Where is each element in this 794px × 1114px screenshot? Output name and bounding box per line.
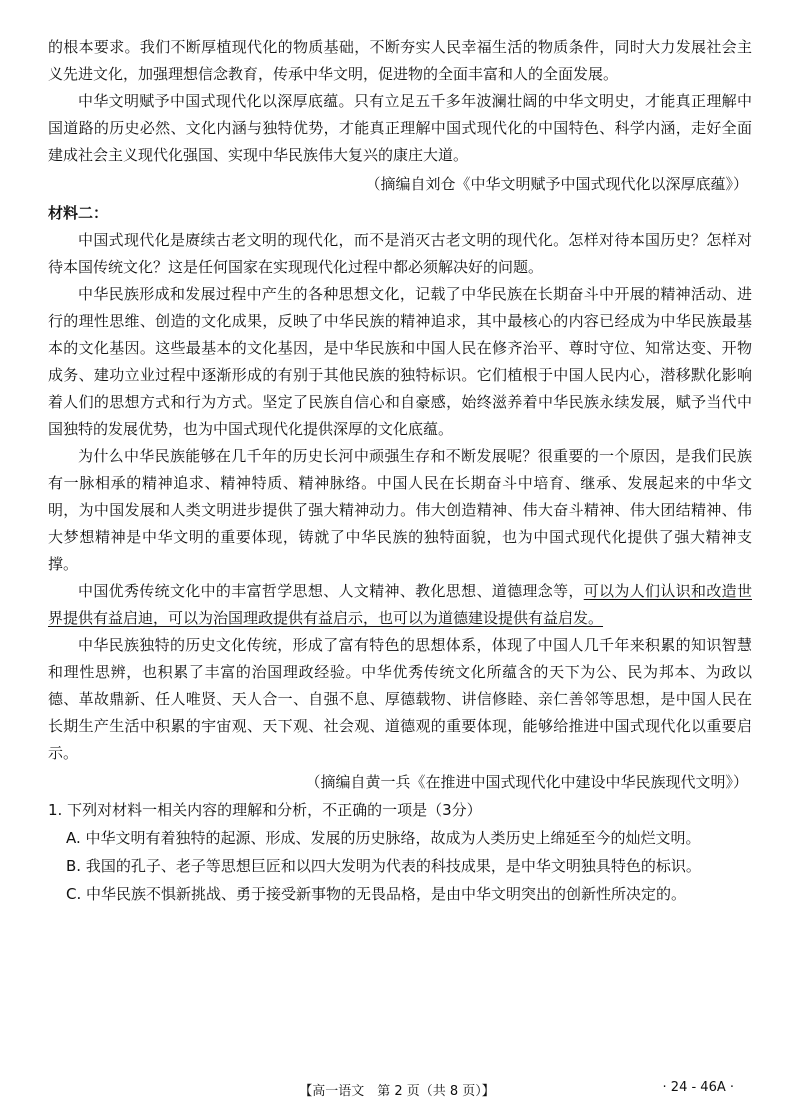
paragraph-material2-5: 中华民族独特的历史文化传统，形成了富有特色的思想体系，体现了中国人几千年来积累的知识智慧和理性思辨，也积累了丰富的治国理政经验。中华优秀传统文化所蕴含的天下为公、民为邦本、为政以德、革故鼎新、任人唯贤、天人合一、自强不息、厚德载物、讲信修睦、亲仁善邻等思想，是中国人民在长期生产生活中积累的宇宙观、天下观、社会观、道德观的重要体现，能够给推进中国式现代化以重要启示。	[48, 636, 752, 762]
underlined-sentence: 可以为人们认识和改造世界提供有益启迪，可以为治国理政提供有益启示，也可以为道德建设提供有益启发。	[48, 582, 752, 627]
paragraph-material1-end: 的根本要求。我们不断厚植现代化的物质基础，不断夯实人民幸福生活的物质条件，同时大力发展社会主义先进文化，加强理想信念教育，传承中华文明，促进物的全面丰富和人的全面发展。	[48, 38, 752, 83]
paragraph-material2-4-text: 中国优秀传统文化中的丰富哲学思想、人文精神、教化思想、道德理念等，	[78, 582, 584, 600]
source-citation-material2: （摘编自黄一兵《在推进中国式现代化中建设中华民族现代文明》）	[305, 773, 748, 791]
question-1-option-c: C. 中华民族不惧新挑战、勇于接受新事物的无畏品格，是由中华文明突出的创新性所决定的。	[66, 885, 687, 903]
footer-page-label: 【高一语文 第 2 页（共 8 页）】	[299, 1084, 495, 1099]
paragraph-material2-3: 为什么中华民族能够在几千年的历史长河中顽强生存和不断发展呢？很重要的一个原因，是我们民族有一脉相承的精神追求、精神特质、精神脉络。中国人民在长期奋斗中培育、继承、发展起来的中华文明，为中国发展和人类文明进步提供了强大精神动力。伟大创造精神、伟大奋斗精神、伟大团结精神、伟大梦想精神是中华文明的重要体现，铸就了中华民族的独特面貌，也为中国式现代化提供了强大精神支撑。	[48, 447, 752, 573]
question-1-stem: 1. 下列对材料一相关内容的理解和分析，不正确的一项是（3分）	[48, 801, 482, 819]
paragraph-material1-conclusion: 中华文明赋予中国式现代化以深厚底蕴。只有立足五千多年波澜壮阔的中华文明史，才能真正理解中国道路的历史必然、文化内涵与独特优势，才能真正理解中国式现代化的中国特色、科学内涵，走好全面建成社会主义现代化强国、实现中华民族伟大复兴的康庄大道。	[48, 92, 752, 164]
paragraph-material2-4	[48, 578, 752, 632]
page-footer	[0, 1080, 794, 1104]
question-1-option-b: B. 我国的孔子、老子等思想巨匠和以四大发明为代表的科技成果，是中华文明独具特色的标识。	[66, 857, 701, 875]
paragraph-material2-1: 中国式现代化是赓续古老文明的现代化，而不是消灭古老文明的现代化。怎样对待本国历史？怎样对待本国传统文化？这是任何国家在实现现代化过程中都必须解决好的问题。	[48, 231, 752, 276]
material2-heading: 材料二：	[48, 204, 109, 222]
footer-exam-code: · 24 - 46A ·	[662, 1080, 734, 1095]
paragraph-material2-2: 中华民族形成和发展过程中产生的各种思想文化，记载了中华民族在长期奋斗中开展的精神活动、进行的理性思维、创造的文化成果，反映了中华民族的精神追求，其中最核心的内容已经成为中华民族最基本的文化基因。这些最基本的文化基因，是中华民族和中国人民在修齐治平、尊时守位、知常达变、开物成务、建功立业过程中逐渐形成的有别于其他民族的独特标识。它们植根于中国人民内心，潜移默化影响着人们的思想方式和行为方式。坚定了民族自信心和自豪感，始终滋养着中华民族永续发展，赋予当代中国独特的发展优势，也为中国式现代化提供深厚的文化底蕴。	[48, 285, 752, 438]
source-citation-material1: （摘编自刘仓《中华文明赋予中国式现代化以深厚底蕴》）	[365, 175, 748, 193]
question-1-option-a: A. 中华文明有着独特的起源、形成、发展的历史脉络，故成为人类历史上绵延至今的灿烂文明。	[66, 829, 701, 847]
